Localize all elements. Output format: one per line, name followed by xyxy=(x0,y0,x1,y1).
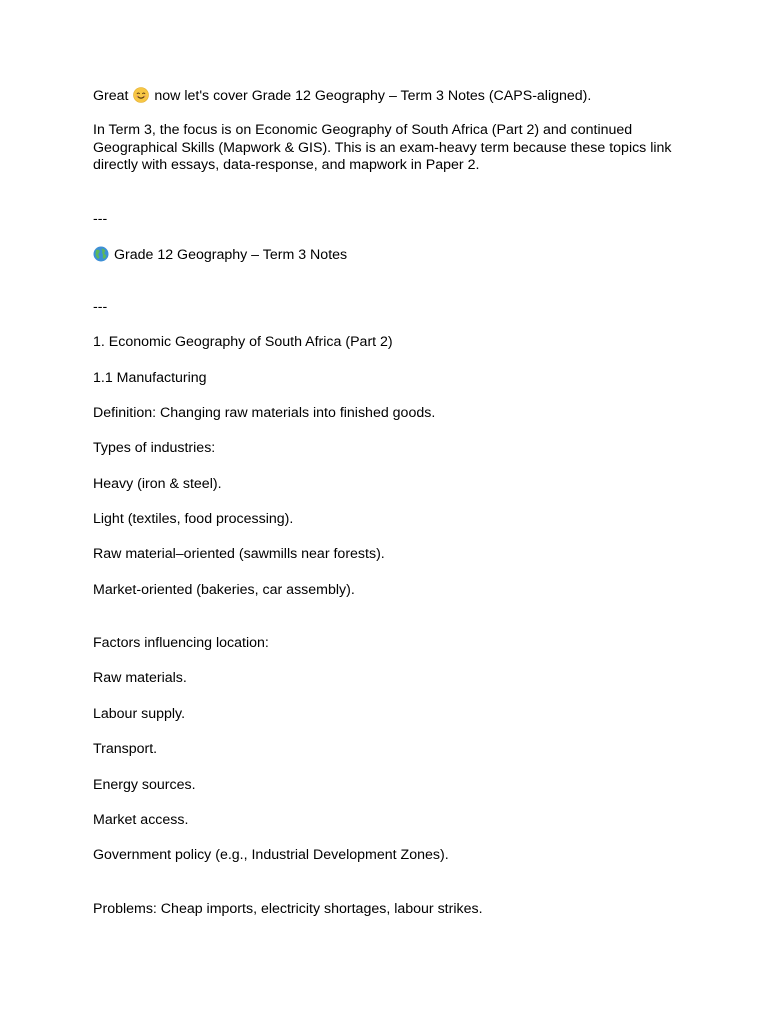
list-item: Energy sources. xyxy=(93,777,196,793)
intro-text-end: now let's cover Grade 12 Geography – Term 3 Notes (CAPS-aligned). xyxy=(154,88,592,104)
list-item: Raw material–oriented (sawmills near forests). xyxy=(93,546,385,562)
list-item: Market-oriented (bakeries, car assembly). xyxy=(93,582,355,598)
section-title: 1. Economic Geography of South Africa (Part 2) xyxy=(93,334,393,350)
types-heading: Types of industries: xyxy=(93,440,216,456)
list-item: Market access. xyxy=(93,812,189,828)
smiling-face-icon xyxy=(133,87,149,103)
list-item: Government policy (e.g., Industrial Development Zones). xyxy=(93,847,449,863)
list-item: Light (textiles, food processing). xyxy=(93,511,294,527)
intro-text-start: Great xyxy=(93,88,129,104)
document-heading xyxy=(93,246,683,265)
separator: --- xyxy=(93,211,108,227)
intro-line xyxy=(93,87,683,106)
overview-paragraph: In Term 3, the focus is on Economic Geography of South Africa (Part 2) and continued Geographical Skills (Mapwork & GIS). This is an exam-heavy term because these topics link directly with essays, data-response, and mapwork in Paper 2. xyxy=(93,122,672,174)
separator: --- xyxy=(93,299,108,315)
globe-icon xyxy=(93,246,109,262)
list-item: Raw materials. xyxy=(93,670,187,686)
definition-text: Definition: Changing raw materials into finished goods. xyxy=(93,405,436,421)
factors-heading: Factors influencing location: xyxy=(93,635,269,651)
problems-text: Problems: Cheap imports, electricity shortages, labour strikes. xyxy=(93,901,483,917)
list-item: Transport. xyxy=(93,741,158,757)
list-item: Heavy (iron & steel). xyxy=(93,476,222,492)
list-item: Labour supply. xyxy=(93,706,186,722)
document-heading-text: Grade 12 Geography – Term 3 Notes xyxy=(113,247,348,263)
subsection-title: 1.1 Manufacturing xyxy=(93,370,207,386)
